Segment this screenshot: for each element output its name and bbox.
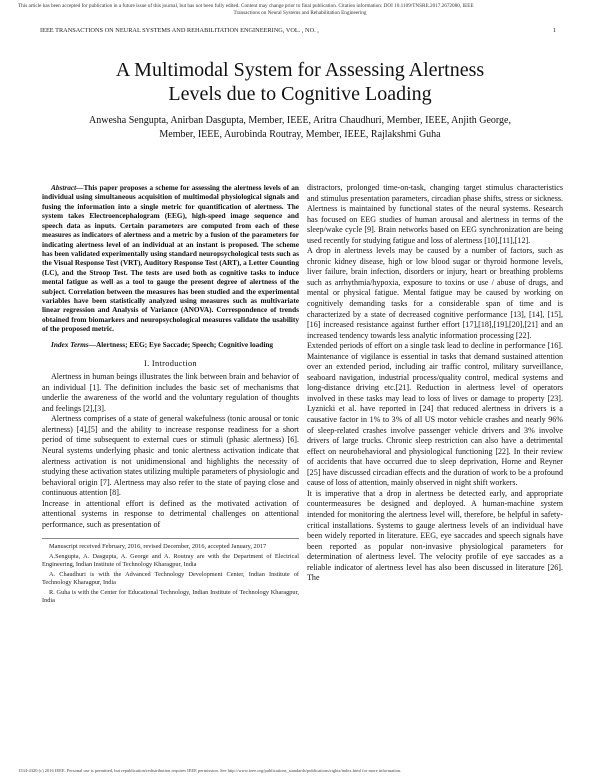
title-line-1: A Multimodal System for Assessing Alertness xyxy=(115,59,485,81)
body-paragraph-3: Extended periods of effort on a single task lead to decline in performance [16]. Maintenance of vigilance is essential in tasks that demand sustained attention over an extended period, including air traffic control, military surveillance, seaboard navigation, industrial process/quality control, medical systems and long-distance driving etc.[21]. Reduction in alertness level of operators involved in these tasks may lead to loss of lives or damage to property [23]. Lyznicki et al. have reported in [24] that reduced alertness in drivers is a causative factor in 1% to 3% of all US motor vehicle crashes and nearly 96% of sleep-related crashes involve passenger vehicle drivers and 3% involve drivers of large trucks. Chronic sleep restriction can also have a detrimental effect on neurobehavioral and physiological functioning [22]. In their review of accidents that have occurred due to sleep deprivation, Horne and Reyner [25] have discussed circadian effects and the duration of work to be a profound cause of loss of attention, mainly observed in night shift workers. xyxy=(307,341,563,488)
running-head-text: IEEE TRANSACTIONS ON NEURAL SYSTEMS AND REHABILITATION ENGINEERING, VOL. , NO. , xyxy=(40,27,319,34)
section-heading-introduction: I. Introduction xyxy=(144,359,197,369)
notice-line-2: Transactions on Neural Systems and Rehabilitation Engineering xyxy=(233,9,367,16)
notice-line-1: This article has been accepted for publication in a future issue of this journal, but has not been fully edited. Content may change prior to final publication. Citation information: DOI 10.1109/TNSRE.2017.2672080, IEEE xyxy=(18,3,474,9)
footnote-rule xyxy=(42,538,299,539)
authors-line-2: Member, IEEE, Aurobinda Routray, Member, IEEE, Rajlakshmi Guha xyxy=(159,128,441,140)
footnote-manuscript: Manuscript received February, 2016, revised December, 2016, accepted January, 2017 xyxy=(49,543,267,551)
abstract-label: Abstract xyxy=(51,183,77,192)
title-line-2: Levels due to Cognitive Loading xyxy=(168,82,432,105)
page-number: 1 xyxy=(552,27,556,34)
index-terms-label: Index Terms xyxy=(51,339,89,349)
paper-title xyxy=(40,59,560,106)
footnote-affiliation-1: A.Sengupta, A. Dasgupta, A. George and A. Routray are with the Department of Electrical Engineering, Indian Institute of Technology Kharagpur, India xyxy=(42,553,299,569)
authors-line-1: Anwesha Sengupta, Anirban Dasgupta, Member, IEEE, Aritra Chaudhuri, Member, IEEE, Anjith George, xyxy=(89,115,511,126)
intro-paragraph-2: Alertness comprises of a state of general wakefulness (tonic arousal or tonic alertness) [4],[5] and the ability to increase response readiness for a short period of time subsequent to external cues or stimuli (phasic alertness) [6]. Neural systems underlying phasic and tonic alertness activation indicate that alertness activation is not unidimensional and highlights the necessity of studying these activation states utilizing multiple parameters of physiologic and behavioral origin [7]. Alertness may also refer to the state of paying close and continuous attention [8]. xyxy=(42,414,299,498)
author-list xyxy=(60,114,540,141)
footnote-affiliation-2: A. Chaudhuri is with the Advanced Technology Development Center, Indian Institute of Technology Kharagpur, India xyxy=(42,571,299,587)
footnote-affiliation-3: R. Guha is with the Center for Educational Technology, Indian Institute of Technology Kharagpur, India xyxy=(42,589,299,605)
abstract-text: —This paper proposes a scheme for assessing the alertness levels of an individual using simultaneous acquisition of multimodal physiological signals and fusing the information into a single metric for quantification of alertness. The system takes Electroencephalogram (EEG), high-speed image sequence and speech data as inputs. Certain parameters are computed from each of these measures as indicators of alertness and a metric by a fusion of the parameters for indicating alertness level of an individual at an instant is proposed. The scheme has been validated experimentally using standard neuropsychological tests such as the Visual Response Test (VRT), Auditory Response Test (ART), a Letter Counting (LC), and the Stroop Test. The tests are used both as cognitive tasks to induce mental fatigue as well as a tool to gauge the present degree of alertness of the subject. Correlation between the measures has been studied and the experimental variables have been statistically analyzed using measures such as multivariate linear regression and Analysis of Variance (ANOVA). Correspondence of trends obtained from biomarkers and neuropsychological measures validate the usability of the proposed metric. xyxy=(42,183,299,334)
left-column xyxy=(42,183,299,607)
copyright-footer: 1534-4320 (c) 2016 IEEE. Personal use is permitted, but republication/redistribution requires IEEE permission. See http://www.ieee.org/publications_standards/publications/rights/index.html for more information. xyxy=(18,768,402,773)
publication-notice xyxy=(18,3,582,16)
intro-paragraph-1: Alertness in human beings illustrates the link between brain and behavior of an individual [1]. The definition includes the basic set of mechanisms that underlie the awareness of the world and the voluntary regulation of thoughts and feelings [2],[3]. xyxy=(42,372,299,413)
intro-paragraph-3: Increase in attentional effort is defined as the motivated activation of attentional systems in response to detrimental challenges on attentional performance, such as presentation of xyxy=(42,498,299,529)
right-column xyxy=(307,183,563,584)
running-head xyxy=(40,27,560,34)
body-paragraph-4: It is imperative that a drop in alertness be detected early, and appropriate countermeasures be designed and deployed. A human-machine system intended for monitoring the alertness level will, therefore, be helpful in safety-critical installations. Systems to gauge alertness levels of an individual have been widely reported in literature. EEG, eye saccades and speech signals have been reported as popular non-invasive physiological parameters for determination of alertness level. The velocity profile of eye saccades as a reliable indicator of alertness level has also been discussed in literature [26]. The xyxy=(307,488,563,583)
index-terms-text: —Alertness; EEG; Eye Saccade; Speech; Cognitive loading xyxy=(88,339,274,349)
body-paragraph-1: distractors, prolonged time-on-task, changing target stimulus characteristics and stimulus presentation parameters, circadian phase shifts, stress or sickness. Alertness is maintained by functional states of the neural systems. Research has focused on EEG studies of human arousal and alertness in terms of the sleep/wake cycle [9]. Brain networks based on EEG synchronization are being used recently for studying fatigue and loss of alertness [10],[11],[12]. xyxy=(307,183,563,245)
index-terms xyxy=(42,340,299,349)
abstract xyxy=(42,183,299,334)
body-paragraph-2: A drop in alertness levels may be caused by a number of factors, such as chronic kidney disease, high or low blood sugar or thyroid hormone levels, liver failure, brain infection, disorders or injury, heart or breathing problems such as arrhythmia/hypoxia, exposure to toxins or use / abuse of drugs, and mental or physical fatigue. Mental fatigue may be caused by working on cognitively demanding tasks for a considerable span of time and is characterized by a state of decreased cognitive performance [13], [14], [15], [16] increased resistance against further effort [17],[18],[19],[20],[21] and an increased tendency towards less analytic information processing [22]. xyxy=(307,246,563,340)
